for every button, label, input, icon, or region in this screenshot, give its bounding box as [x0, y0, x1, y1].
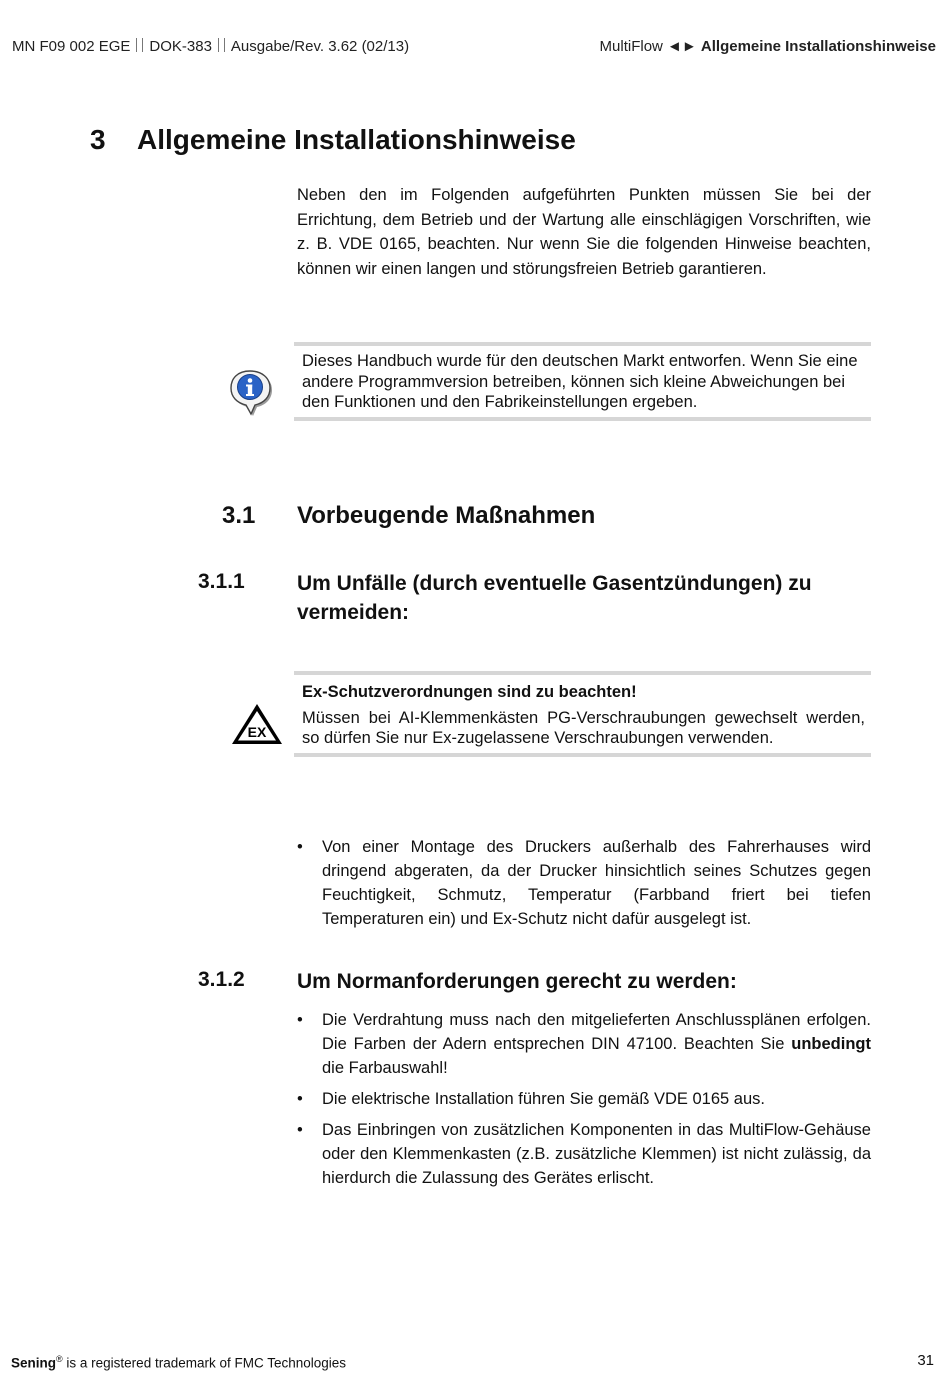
header-right [600, 38, 936, 55]
dok-number: DOK-383 [149, 38, 212, 55]
header-left [12, 38, 409, 55]
list-item [297, 835, 871, 931]
intro-paragraph: Neben den im Folgenden aufgeführten Punkten müssen Sie bei der Errichtung, dem Betrieb und der Wartung alle einschlägigen Vorschriften, wie z. B. VDE 0165, beachten. Nur wenn Sie die folgenden Hinweise beachten, können wir einen langen und störungsfreien Betrieb garantieren. [297, 186, 871, 278]
list-item [297, 1087, 871, 1111]
trademark-text: is a registered trademark of FMC Technologies [62, 1355, 347, 1371]
arrows-icon: ◄► [667, 38, 697, 55]
product-name: MultiFlow [599, 38, 663, 55]
section-3-1-2-number: 3.1.2 [198, 968, 245, 991]
list-item [297, 1008, 871, 1080]
section-3-1-1-title: Um Unfälle (durch eventuelle Gasentzündungen) zu vermeiden: [297, 572, 812, 624]
bullet-list-3-1-1 [297, 835, 871, 931]
ex-warning-heading: Ex-Schutzverordnungen sind zu beachten! [302, 683, 637, 701]
footer-trademark [11, 1354, 346, 1371]
info-note-box [294, 342, 871, 421]
bullet-icon: • [297, 838, 303, 856]
separator [136, 38, 143, 52]
ex-warning-text: Müssen bei AI-Klemmenkästen PG-Verschraubungen gewechselt werden, so dürfen Sie nur Ex-zugelassene Verschraubungen verwenden. [302, 708, 865, 747]
section-3-1-1-number: 3.1.1 [198, 570, 245, 593]
list-item-text: die Farbauswahl! [322, 1059, 448, 1077]
ex-warning-icon [230, 702, 284, 746]
section-3-1-title: Vorbeugende Maßnahmen [297, 502, 596, 529]
registered-mark: ® [56, 1354, 63, 1364]
list-item-text: Von einer Montage des Druckers außerhalb des Fahrerhauses wird dringend abgeraten, da der Drucker hinsichtlich seines Schutzes gegen Feuchtigkeit, Schmutz, Temperatur (Farbband friert bei tiefen Temperaturen ein) und Ex-Schutz nicht dafür ausgelegt ist. [322, 838, 871, 928]
bullet-icon: • [297, 1011, 303, 1029]
doc-id: MN F09 002 EGE [12, 38, 131, 55]
info-note-text: Dieses Handbuch wurde für den deutschen Markt entworfen. Wenn Sie eine andere Programmversion betreiben, können sich kleine Abweichungen bei den Funktionen und den Fabrikeinstellungen ergeben. [302, 352, 858, 411]
list-item-text: Das Einbringen von zusätzlichen Komponenten in das MultiFlow-Gehäuse oder den Klemmenkasten (z.B. zusätzliche Klemmen) ist nicht zulässig, da hierdurch die Zulassung des Gerätes erlischt. [322, 1121, 871, 1187]
section-3-1-2-title: Um Normanforderungen gerecht zu werden: [297, 970, 737, 993]
section-3-1-number: 3.1 [222, 502, 256, 529]
page-number: 31 [917, 1352, 934, 1369]
emphasis-text: unbedingt [791, 1035, 871, 1053]
revision: Ausgabe/Rev. 3.62 (02/13) [230, 38, 410, 55]
ex-icon-label: EX [247, 724, 267, 740]
brand-name: Sening [11, 1355, 57, 1371]
separator [218, 38, 225, 52]
list-item-text: Die elektrische Installation führen Sie gemäß VDE 0165 aus. [322, 1090, 765, 1108]
bullet-icon: • [297, 1090, 303, 1108]
list-item-text: Die Verdrahtung muss nach den mitgelieferten Anschlussplänen erfolgen. Die Farben der Adern entsprechen DIN 47100. Beachten Sie [322, 1011, 871, 1053]
chapter-title: Allgemeine Installationshinweise [137, 124, 576, 155]
list-item [297, 1118, 871, 1190]
info-icon [228, 368, 274, 416]
bullet-icon: • [297, 1121, 303, 1139]
bullet-list-3-1-2 [297, 1008, 871, 1190]
chapter-number: 3 [90, 124, 106, 155]
ex-warning-box [294, 671, 871, 757]
header-section-title: Allgemeine Installationshinweise [700, 38, 936, 55]
